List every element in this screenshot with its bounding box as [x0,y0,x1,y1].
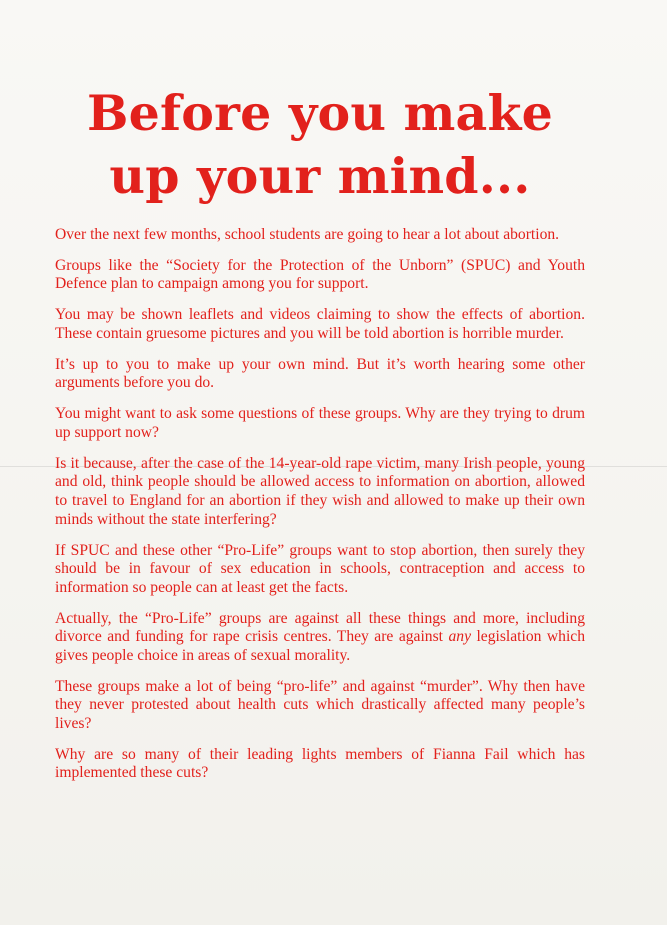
paragraph-8-after: legislation which gives people choice in areas of sexual morality. [55,628,586,664]
paragraph-8-emphasis: any [448,628,471,646]
paragraph-2: Groups like the “Society for the Protection of the Unborn” (SPUC) and Youth Defence plan to campaign among you for support. [55,256,585,293]
paragraph-9: These groups make a lot of being “pro-life” and against “murder”. Why then have they never protested about health cuts which drastically affected many people’s lives? [55,677,585,732]
paragraph-1: Over the next few months, school students are going to hear a lot about abortion. [55,226,560,243]
paragraph-8 [55,610,585,666]
title-line-2: up your mind... [109,147,531,205]
paragraph-6: Is it because, after the case of the 14-year-old rape victim, many Irish people, young and old, think people should be allowed access to information on abortion, allowed to travel to England for an abortion if they wish and allowed to make up their own minds without the state interfering? [55,454,585,528]
paragraph-7: If SPUC and these other “Pro-Life” groups want to stop abortion, then surely they should be in favour of sex education in schools, contraception and access to information so people can at least get the facts. [55,541,585,596]
paragraph-5: You might want to ask some questions of these groups. Why are they trying to drum up support now? [55,405,585,441]
leaflet-title [30,82,610,208]
title-line-1: Before you make [87,84,553,142]
paragraph-10: Why are so many of their leading lights members of Fianna Fail which has implemented these cuts? [55,745,585,782]
paragraph-3: You may be shown leaflets and videos claiming to show the effects of abortion. These contain gruesome pictures and you will be told abortion is horrible murder. [55,306,585,342]
paragraph-8-before: Actually, the “Pro-Life” groups are against all these things and more, including divorce and funding for rape crisis centres. They are against [55,609,585,646]
paragraph-4: It’s up to you to make up your own mind. But it’s worth hearing some other arguments before you do. [55,355,585,392]
leaflet-body [55,226,585,795]
